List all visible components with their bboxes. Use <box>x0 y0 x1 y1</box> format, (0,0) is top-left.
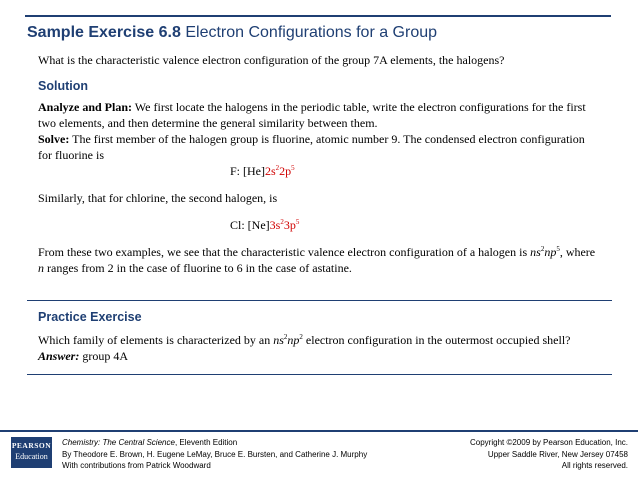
conclusion-ns: ns <box>530 245 541 259</box>
fluorine-symbol: F: [He] <box>230 164 265 178</box>
title-bold: Sample Exercise 6.8 <box>27 24 181 41</box>
f-orbital-1: 2s <box>265 164 276 178</box>
footer-citation <box>62 437 367 472</box>
footer-book <box>62 437 367 449</box>
analyze-label: Analyze and Plan: <box>38 100 133 114</box>
footer-rule <box>0 430 638 432</box>
practice-answer <box>38 348 598 364</box>
solve-paragraph <box>38 131 598 163</box>
chlorine-symbol: Cl: [Ne] <box>230 218 270 232</box>
solve-text: The first member of the halogen group is fluorine, atomic number 9. The condensed electron configuration for fluorine is <box>38 132 585 162</box>
conclusion-exp-2: 5 <box>556 245 560 253</box>
conclusion-np: np <box>544 245 557 259</box>
practice-ns: ns <box>273 333 284 347</box>
book-title: Chemistry: The Central Science <box>62 438 175 447</box>
practice-content <box>38 309 598 364</box>
analyze-text: We first locate the halogens in the periodic table, write the electron configurations for the first two elements, and then determine the general similarity between them. <box>38 100 586 130</box>
title-rest: Electron Configurations for a Group <box>180 24 438 41</box>
logo-top: PEARSON <box>11 441 52 450</box>
logo-bottom: Education <box>15 452 48 461</box>
address-line: Upper Saddle River, New Jersey 07458 <box>487 449 628 459</box>
chlorine-config <box>38 217 598 233</box>
practice-heading: Practice Exercise <box>38 310 142 324</box>
practice-q-b: electron configuration in the outermost occupied shell? <box>302 333 571 347</box>
conclusion-b: , where <box>559 245 596 259</box>
cl-exp-2: 5 <box>295 218 300 226</box>
footer-authors: By Theodore E. Brown, H. Eugene LeMay, Bruce E. Bursten, and Catherine J. Murphy <box>62 449 368 459</box>
cl-exp-1: 2 <box>280 218 284 226</box>
practice-exp-1: 2 <box>283 333 288 341</box>
pearson-logo <box>11 437 52 468</box>
slide-content <box>38 52 598 276</box>
practice-np: np <box>287 333 300 347</box>
similarly-text: Similarly, that for chlorine, the second halogen, is <box>38 191 278 205</box>
copyright-line: Copyright ©2009 by Pearson Education, Inc. <box>470 438 628 447</box>
practice-exp-2: 2 <box>299 333 303 341</box>
answer-text: group 4A <box>79 349 129 363</box>
practice-question <box>38 332 598 348</box>
practice-box <box>27 300 612 375</box>
chlorine-orbitals <box>270 218 300 232</box>
conclusion-n: n <box>38 261 44 275</box>
book-edition: , Eleventh Edition <box>174 438 238 447</box>
footer-copyright <box>470 437 628 472</box>
f-exp-2: 5 <box>291 164 295 172</box>
conclusion-a: From these two examples, we see that the characteristic valence electron configuration of a halogen is <box>38 245 531 259</box>
rights-line: All rights reserved. <box>561 461 628 470</box>
f-orbital-2: 2p <box>279 164 292 178</box>
question-text: What is the characteristic valence electron configuration of the group 7A elements, the halogens? <box>38 53 505 67</box>
solution-heading: Solution <box>38 79 88 93</box>
fluorine-orbitals <box>265 164 295 178</box>
cl-orbital-1: 3s <box>269 218 281 232</box>
analyze-paragraph <box>38 99 598 131</box>
conclusion-c: ranges from 2 in the case of fluorine to 6 in the case of astatine. <box>44 261 352 275</box>
solve-label: Solve: <box>38 132 70 146</box>
f-exp-1: 2 <box>275 164 280 172</box>
cl-orbital-2: 3p <box>283 218 296 232</box>
conclusion-exp-1: 2 <box>540 245 545 253</box>
practice-q-a: Which family of elements is characterized by an <box>38 333 274 347</box>
answer-label: Answer: <box>38 349 80 363</box>
fluorine-config <box>38 163 598 179</box>
conclusion-paragraph <box>38 244 598 276</box>
footer-contributions: With contributions from Patrick Woodward <box>62 461 211 470</box>
title-rule <box>25 15 611 17</box>
slide-title <box>27 24 437 42</box>
